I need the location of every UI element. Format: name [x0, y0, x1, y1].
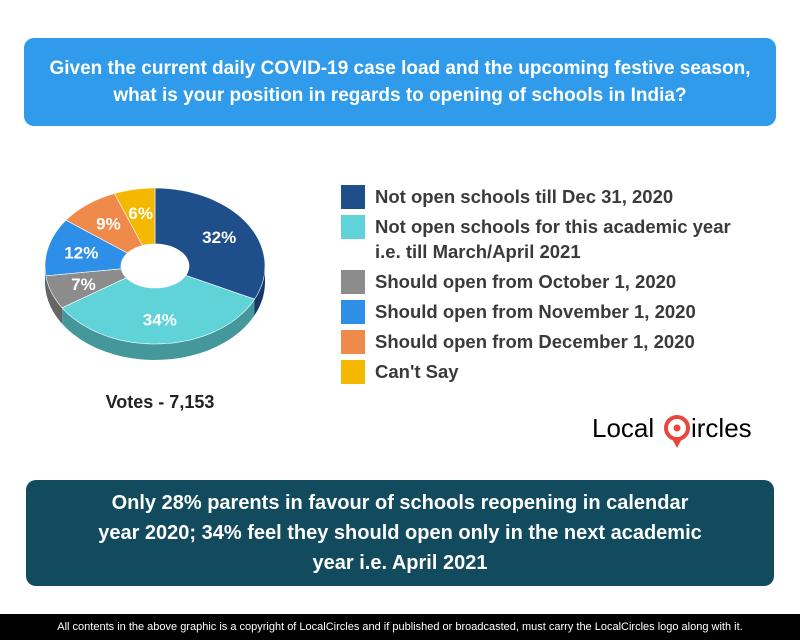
legend-item [341, 329, 781, 354]
legend-item [341, 214, 781, 264]
conclusion-line-2: year 2020; 34% feel they should open only in the next academic [98, 522, 702, 544]
legend-item [341, 359, 781, 384]
conclusion-banner [26, 480, 774, 586]
legend-label: Should open from December 1, 2020 [375, 331, 695, 352]
legend-label: Should open from November 1, 2020 [375, 301, 696, 322]
legend-swatch [341, 360, 365, 384]
data-label-2: 7% [71, 275, 96, 295]
legend-label: Can't Say [375, 361, 459, 382]
question-banner [24, 38, 776, 126]
data-label-5: 6% [128, 204, 153, 224]
copyright-footer: All contents in the above graphic is a copyright of LocalCircles and if published or broadcasted, must carry the LocalCircles logo along with it. [0, 614, 800, 640]
question-line-1: Given the current daily COVID-19 case load and the upcoming festive season, [49, 58, 751, 79]
logo-text-local: Local [592, 413, 655, 443]
data-label-1: 34% [142, 310, 177, 330]
data-label-3: 12% [64, 243, 99, 263]
legend-item [341, 269, 781, 294]
legend-label-line2: i.e. till March/April 2021 [375, 241, 581, 262]
localcircles-logo [592, 408, 782, 450]
donut-hole [121, 244, 189, 288]
donut-chart [0, 150, 320, 390]
question-line-2: what is your position in regards to opening of schools in India? [113, 85, 687, 106]
logo-text-ircles: ircles [691, 413, 752, 443]
legend-swatch [341, 330, 365, 354]
legend-swatch [341, 270, 365, 294]
legend-item [341, 184, 781, 209]
legend-label: Should open from October 1, 2020 [375, 271, 677, 292]
data-label-0: 32% [202, 228, 237, 248]
legend-swatch [341, 215, 365, 239]
chart-legend [341, 184, 781, 389]
legend-label: Not open schools till Dec 31, 2020 [375, 186, 674, 207]
legend-label: Not open schools for this academic year [375, 216, 731, 237]
data-label-4: 9% [96, 214, 121, 234]
conclusion-line-1: Only 28% parents in favour of schools reopening in calendar [111, 492, 689, 514]
legend-swatch [341, 185, 365, 209]
legend-item [341, 299, 781, 324]
logo-c-pin-icon [666, 417, 688, 448]
conclusion-line-3: year i.e. April 2021 [312, 552, 488, 574]
legend-swatch [341, 300, 365, 324]
votes-count: Votes - 7,153 [105, 392, 215, 412]
